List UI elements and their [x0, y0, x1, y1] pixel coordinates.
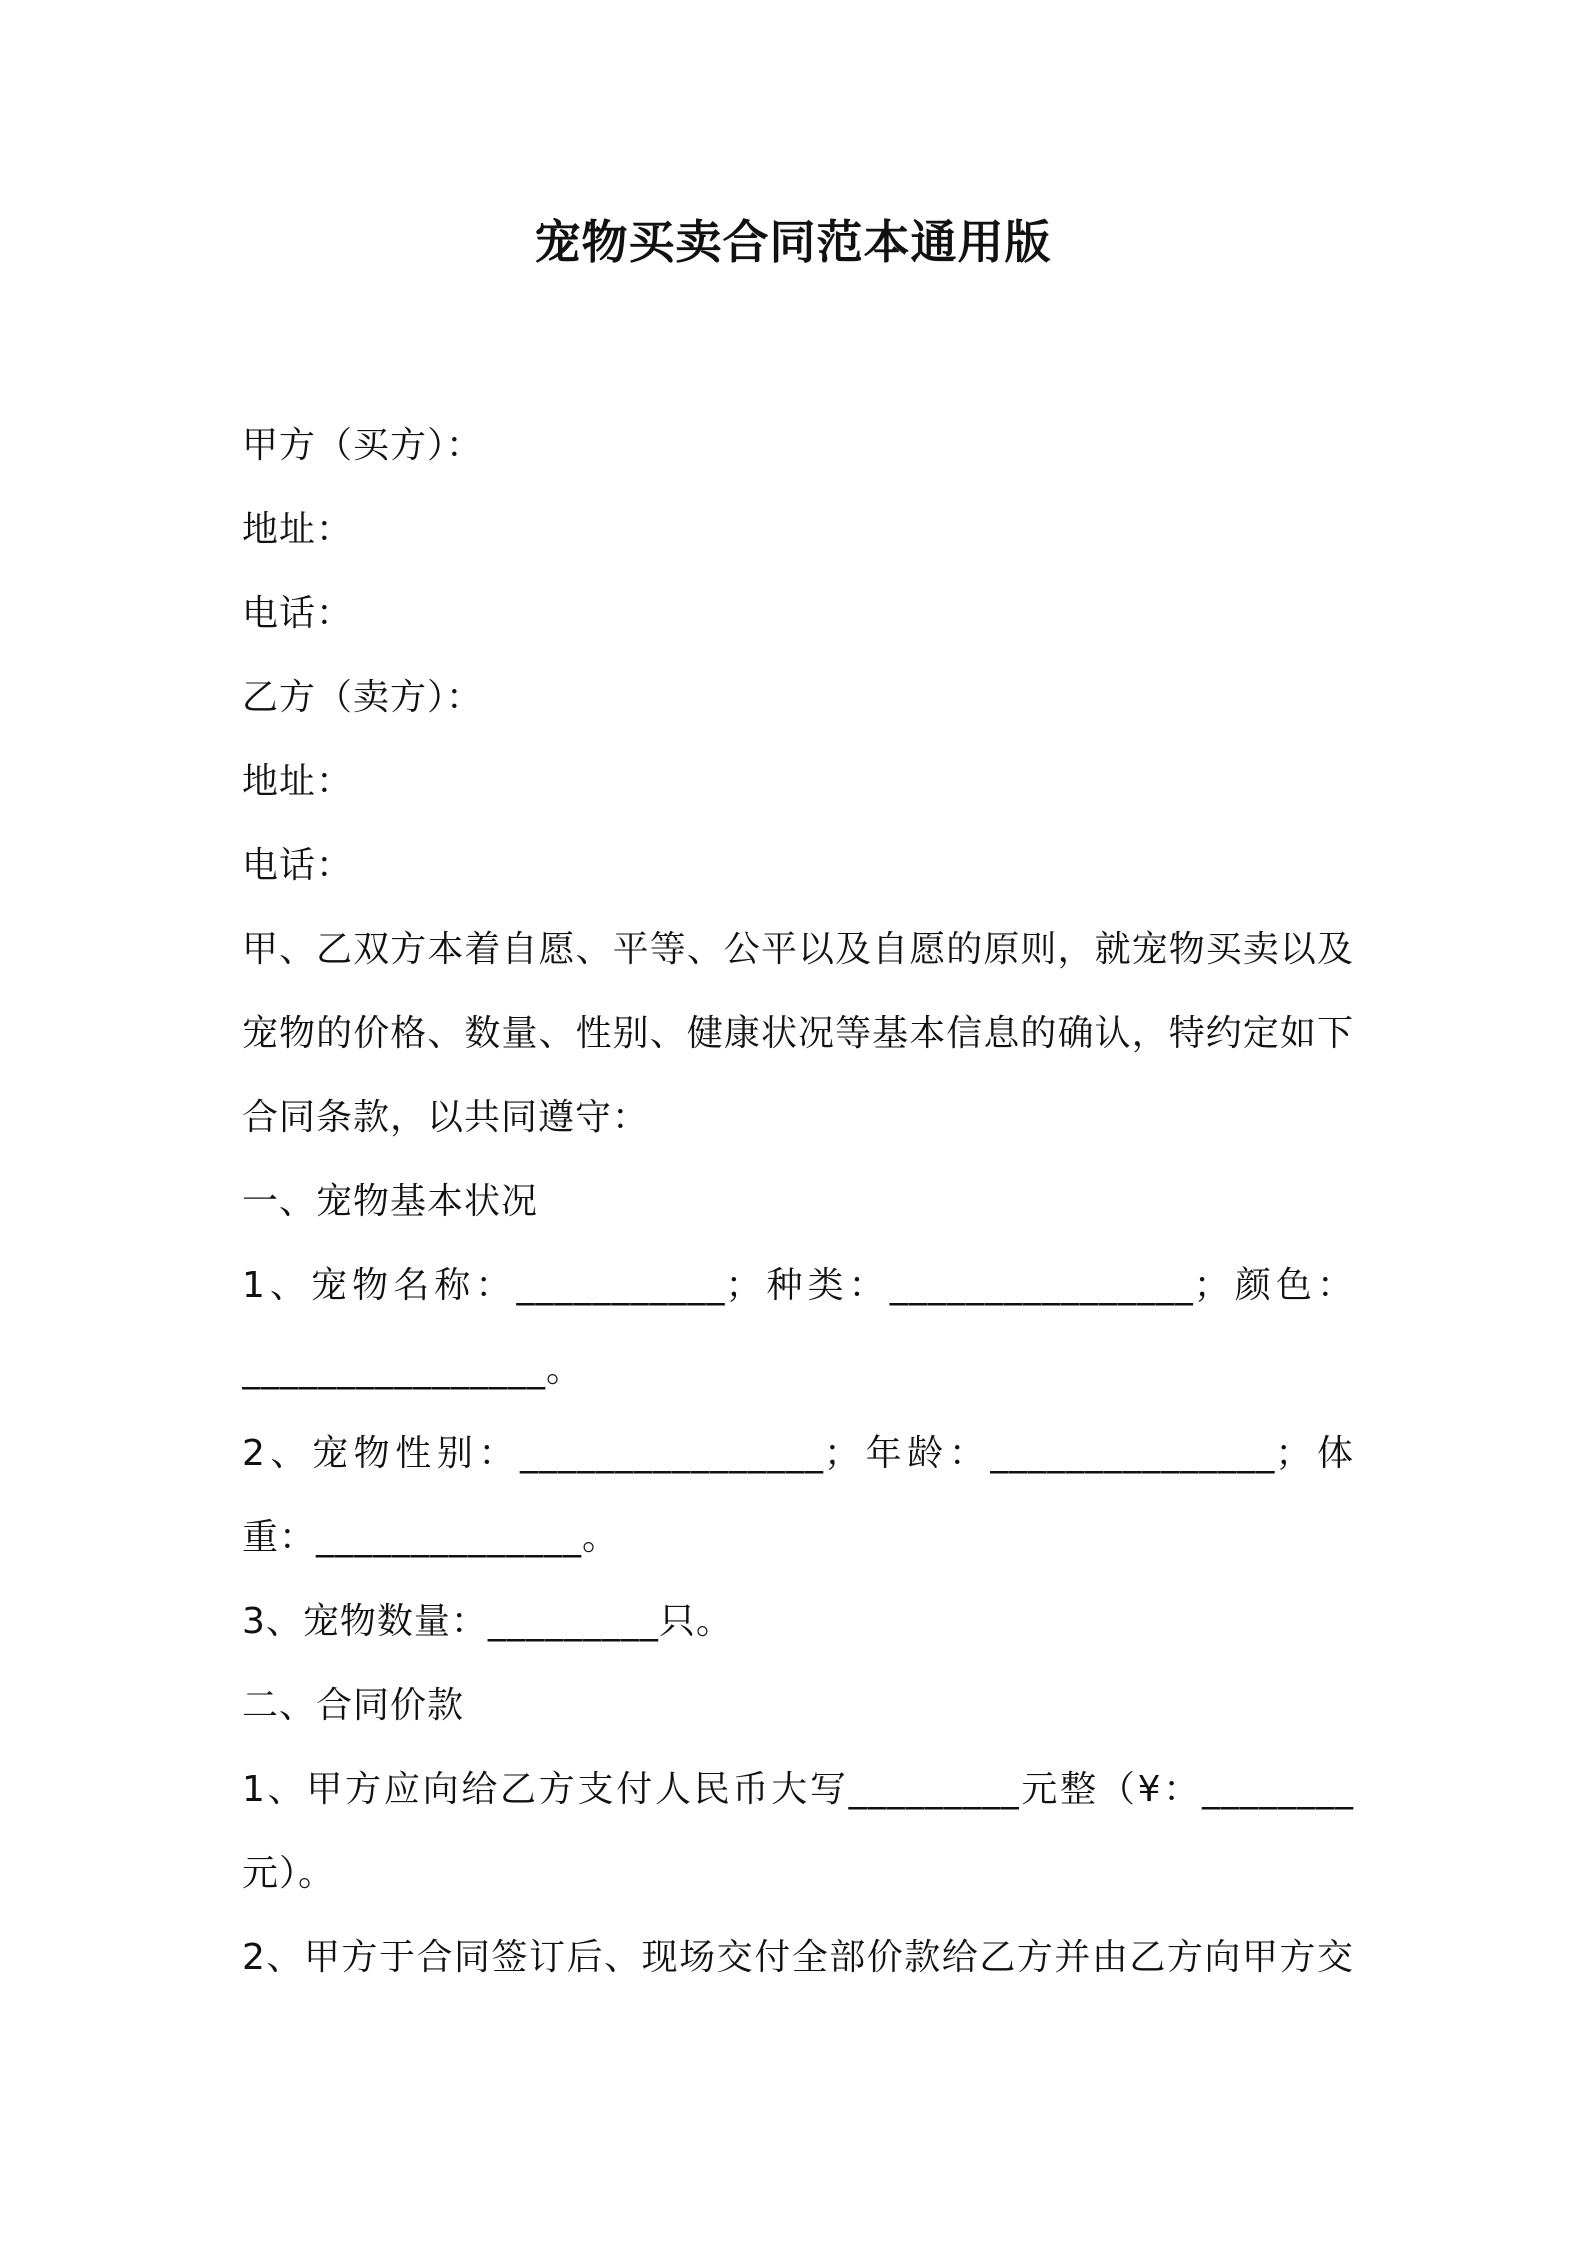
- preamble-line-1: 甲、乙双方本着自愿、平等、公平以及自愿的原则，就宠物买卖以及: [242, 929, 1354, 970]
- preamble-line-3: 合同条款，以共同遵守：: [242, 1097, 650, 1138]
- party-b-label: 乙方（卖方）：: [242, 677, 484, 718]
- section-heading-price: 二、合同价款: [242, 1685, 465, 1726]
- clause-1-2-line-2: 重：______________。: [242, 1517, 620, 1558]
- party-a-phone: 电话：: [242, 593, 354, 634]
- clause-2-1-line-2: 元）。: [242, 1853, 336, 1894]
- party-b-address: 地址：: [242, 761, 354, 802]
- clause-2-1-line-1: 1、甲方应向给乙方支付人民币大写_________元整（¥：________: [242, 1769, 1354, 1810]
- party-b-phone: 电话：: [242, 845, 354, 886]
- clause-1-2-line-1: 2、宠物性别：________________；年龄：_______________；体: [242, 1433, 1354, 1474]
- party-a-address: 地址：: [242, 509, 354, 550]
- preamble-line-2: 宠物的价格、数量、性别、健康状况等基本信息的确认，特约定如下: [242, 1013, 1354, 1054]
- clause-1-1-line-1: 1、宠物名称：___________；种类：________________；颜色：: [242, 1265, 1354, 1306]
- document-body: [242, 404, 1354, 2000]
- document-title: 宠物买卖合同范本通用版: [534, 215, 1052, 269]
- clause-2-2-line-1: 2、甲方于合同签订后、现场交付全部价款给乙方并由乙方向甲方交: [242, 1937, 1354, 1978]
- section-heading-pet-info: 一、宠物基本状况: [242, 1181, 539, 1222]
- party-a-label: 甲方（买方）：: [242, 425, 484, 466]
- clause-1-1-line-2: ________________。: [242, 1349, 583, 1390]
- clause-1-3: 3、宠物数量：_________只。: [242, 1601, 733, 1642]
